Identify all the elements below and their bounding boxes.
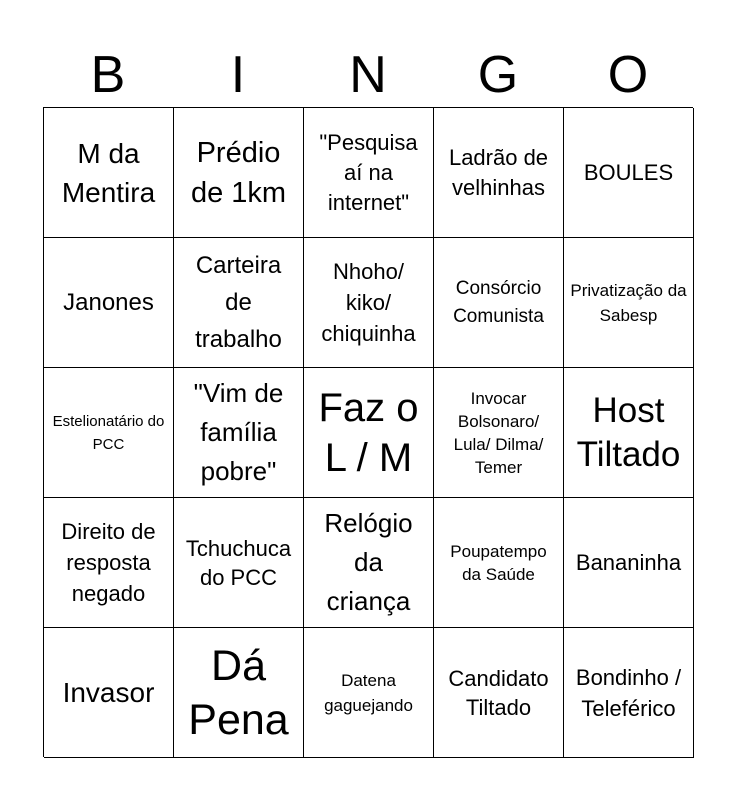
- bingo-cell[interactable]: [44, 368, 174, 498]
- bingo-cell[interactable]: [44, 108, 174, 238]
- bingo-cell[interactable]: [304, 498, 434, 628]
- cell-label: Bondinho / Teleférico: [575, 664, 682, 721]
- bingo-cell[interactable]: [434, 368, 564, 498]
- header-letter-n: N: [349, 46, 387, 104]
- header-letter-g: G: [477, 46, 519, 104]
- bingo-cell[interactable]: [174, 628, 304, 758]
- bingo-cell[interactable]: [44, 498, 174, 628]
- header-letter-i: I: [230, 46, 246, 104]
- cell-label: Candidato Tiltado: [448, 665, 549, 720]
- bingo-cell[interactable]: [304, 628, 434, 758]
- bingo-cell[interactable]: [304, 368, 434, 498]
- bingo-cell[interactable]: [304, 238, 434, 368]
- cell-label: Prédio de 1km: [190, 136, 287, 209]
- bingo-cell[interactable]: [564, 368, 694, 498]
- bingo-cell[interactable]: [44, 628, 174, 758]
- cell-label: Datena gaguejando: [324, 670, 413, 715]
- cell-label: Relógio da criança: [324, 508, 413, 616]
- cell-label: Ladrão de velhinhas: [448, 144, 549, 200]
- header-letter-o: O: [607, 46, 649, 104]
- bingo-cell[interactable]: [174, 108, 304, 238]
- cell-label: Dá Pena: [188, 641, 289, 744]
- bingo-cell[interactable]: [564, 628, 694, 758]
- bingo-cell[interactable]: [434, 628, 564, 758]
- bingo-cell[interactable]: [564, 238, 694, 368]
- bingo-cell[interactable]: [434, 238, 564, 368]
- cell-label: BOULES: [583, 159, 674, 185]
- bingo-cell[interactable]: [304, 108, 434, 238]
- cell-label: Carteira de trabalho: [195, 252, 282, 353]
- bingo-cell[interactable]: [44, 238, 174, 368]
- header-letter-b: B: [90, 46, 126, 104]
- cell-label: Nhoho/ kiko/ chiquinha: [321, 259, 416, 346]
- cell-label: Bananinha: [575, 549, 682, 575]
- bingo-cell[interactable]: [174, 238, 304, 368]
- bingo-cell[interactable]: [174, 368, 304, 498]
- cell-label: Poupatempo da Saúde: [450, 541, 547, 584]
- bingo-cell[interactable]: [564, 108, 694, 238]
- bingo-cell[interactable]: [434, 498, 564, 628]
- cell-label: Direito de resposta negado: [61, 519, 156, 606]
- cell-label: Consórcio Comunista: [453, 277, 544, 327]
- bingo-header: [43, 42, 693, 108]
- bingo-cell[interactable]: [174, 498, 304, 628]
- cell-label: Invasor: [62, 677, 155, 708]
- cell-label: M da Mentira: [61, 137, 156, 208]
- bingo-card-grid: [43, 107, 693, 757]
- cell-label: Faz o L / M: [318, 385, 419, 480]
- cell-label: Tchuchuca do PCC: [185, 535, 292, 590]
- cell-label: "Pesquisa aí na internet": [319, 129, 418, 215]
- cell-label: "Vim de família pobre": [193, 378, 284, 486]
- bingo-cell[interactable]: [564, 498, 694, 628]
- bingo-cell[interactable]: [434, 108, 564, 238]
- cell-label: Invocar Bolsonaro/ Lula/ Dilma/ Temer: [453, 388, 544, 477]
- cell-label: Estelionatário do PCC: [52, 412, 165, 453]
- cell-label: Privatização da Sabesp: [570, 280, 687, 325]
- cell-label: Host Tiltado: [576, 390, 681, 474]
- cell-label: Janones: [63, 289, 154, 316]
